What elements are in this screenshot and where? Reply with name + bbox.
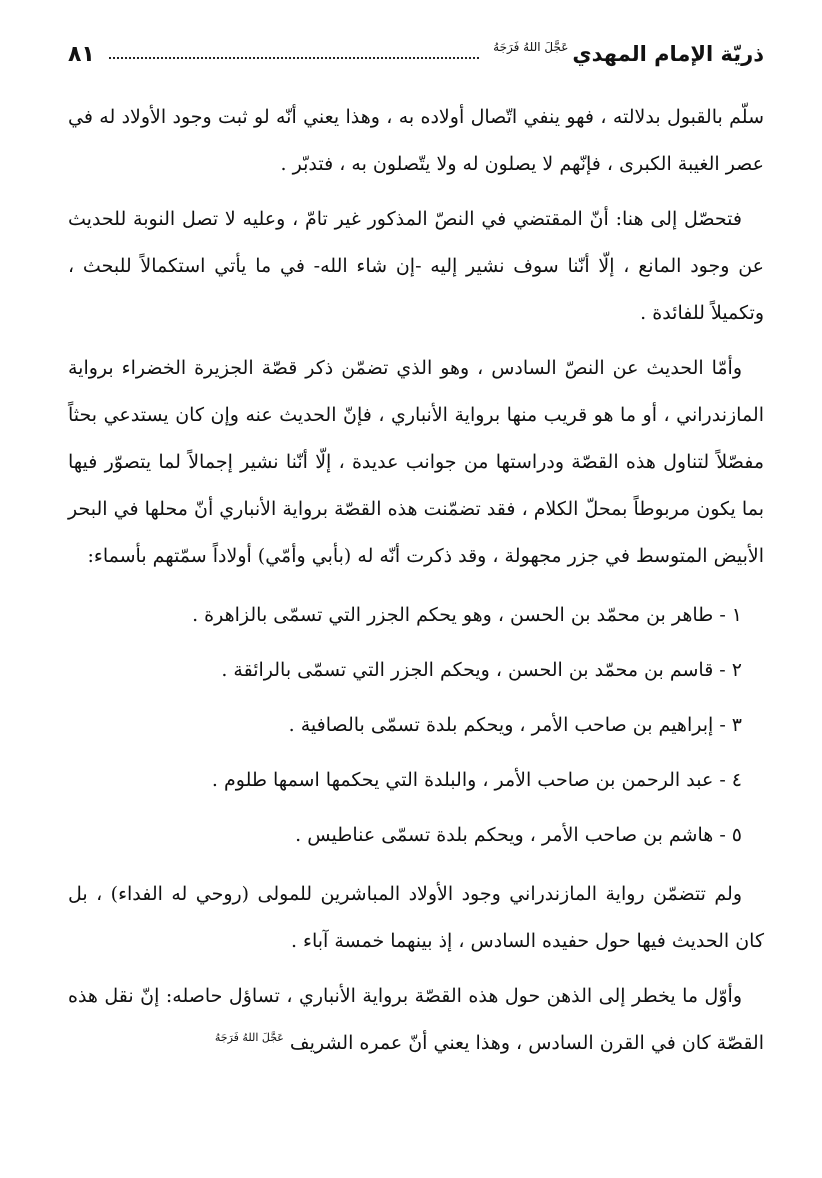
running-title-text: ذريّة الإمام المهدي xyxy=(572,42,764,66)
paragraph-text: وأوّل ما يخطر إلى الذهن حول هذه القصّة برواية الأنباري ، تساؤل حاصله: إنّ نقل هذه القصّة كان في القرن السادس ، وهذا يعني أنّ عمره الشريف xyxy=(68,985,764,1054)
book-page xyxy=(68,28,764,1148)
dotted-leader xyxy=(109,57,479,59)
page-number: ٨١ xyxy=(68,41,95,67)
list-item: ٢ - قاسم بن محمّد بن الحسن ، ويحكم الجزر التي تسمّى بالرائقة . xyxy=(221,659,742,681)
paragraph: وأمّا الحديث عن النصّ السادس ، وهو الذي تضمّن ذكر قصّة الجزيرة الخضراء برواية المازندراني ، أو ما هو قريب منها برواية الأنباري ، فإنّ الحديث عنه وإن كان يستدعي بحثاً مفصّلاً لتناول هذه القصّة ودراستها من جوانب عديدة ، إلّا أنّنا نشير إجمالاً لما يتصوّر فيها بما يكون مربوطاً بمحلّ الكلام ، فقد تضمّنت هذه القصّة برواية الأنباري أنّ محلها في البحر الأبيض المتوسط في جزر مجهولة ، وقد ذكرت أنّه له (بأبي وأمّي) أولاداً سمّتهم بأسماء: xyxy=(68,357,764,567)
running-title xyxy=(493,42,764,66)
names-list xyxy=(68,588,764,863)
paragraph: ولم تتضمّن رواية المازندراني وجود الأولاد المباشرين للمولى (روحي له الفداء) ، بل كان الحديث فيها حول حفيده السادس ، إذ بينهما خمسة آباء . xyxy=(68,883,764,952)
list-item: ١ - طاهر بن محمّد بن الحسن ، وهو يحكم الجزر التي تسمّى بالزاهرة . xyxy=(192,604,742,626)
paragraph xyxy=(68,973,764,1069)
paragraph: فتحصّل إلى هنا: أنّ المقتضي في النصّ المذكور غير تامّ ، وعليه لا تصل النوبة للحديث عن وجود المانع ، إلّا أنّنا سوف نشير إليه -إن شاء الله- في ما يأتي استكمالاً للبحث ، وتكميلاً للفائدة . xyxy=(68,208,764,324)
paragraph: سلّم بالقبول بدلالته ، فهو ينفي اتّصال أولاده به ، وهذا يعني أنّه لو ثبت وجود الأولاد له في عصر الغيبة الكبرى ، فإنّهم لا يصلون له ولا يتّصلون به ، فتدبّر . xyxy=(68,106,764,175)
honorific-glyph: عَجَّلَ اللهُ فَرَجَهُ xyxy=(214,1031,284,1044)
list-item: ٥ - هاشم بن صاحب الأمر ، ويحكم بلدة تسمّى عناطيس . xyxy=(295,824,742,846)
list-item: ٤ - عبد الرحمن بن صاحب الأمر ، والبلدة التي يحكمها اسمها طلوم . xyxy=(211,769,742,791)
body-text xyxy=(68,94,764,1069)
page-header xyxy=(68,28,764,80)
list-item: ٣ - إبراهيم بن صاحب الأمر ، ويحكم بلدة تسمّى بالصافية . xyxy=(288,714,742,736)
honorific-glyph: عَجَّلَ اللهُ فَرَجَهُ xyxy=(493,40,569,54)
